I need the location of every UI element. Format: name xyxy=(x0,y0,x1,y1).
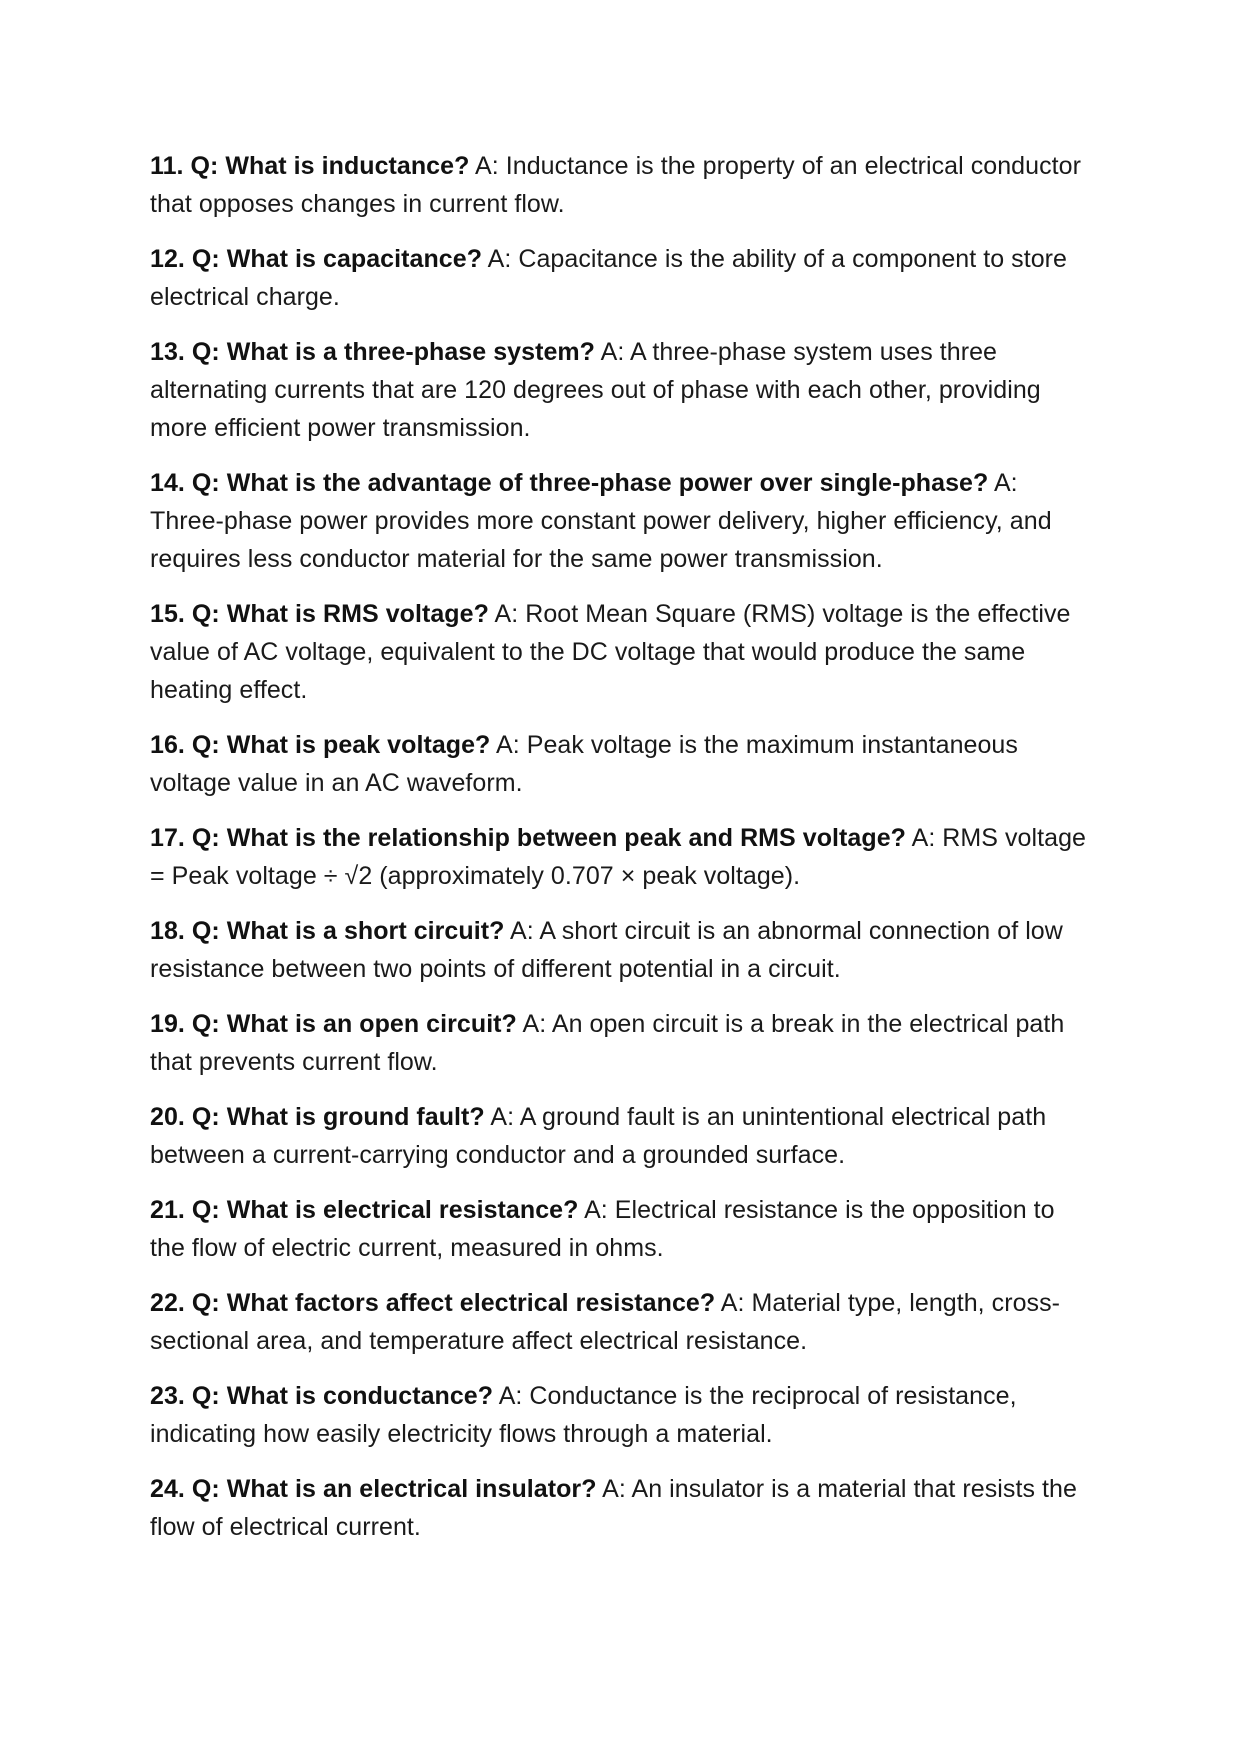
answer-text: A: Root Mean Square (RMS) voltage is the effective value of AC voltage, equivalent to the DC voltage that would produce the same heating effect. xyxy=(150,600,1071,704)
question-text: 15. Q: What is RMS voltage? xyxy=(150,600,489,628)
question-text: 14. Q: What is the advantage of three-phase power over single-phase? xyxy=(150,469,989,497)
qa-item-23 xyxy=(150,1377,1095,1453)
answer-text: A: A three-phase system uses three alternating currents that are 120 degrees out of phase with each other, providing more efficient power transmission. xyxy=(150,338,1041,442)
qa-item-24 xyxy=(150,1470,1095,1546)
question-text: 12. Q: What is capacitance? xyxy=(150,245,483,273)
qa-item-17 xyxy=(150,819,1095,895)
question-text: 24. Q: What is an electrical insulator? xyxy=(150,1475,597,1503)
answer-text: A: A ground fault is an unintentional electrical path between a current-carrying conductor and a grounded surface. xyxy=(150,1103,1047,1169)
question-text: 18. Q: What is a short circuit? xyxy=(150,917,505,945)
question-text: 21. Q: What is electrical resistance? xyxy=(150,1196,579,1224)
qa-item-15 xyxy=(150,595,1095,709)
question-text: 13. Q: What is a three-phase system? xyxy=(150,338,596,366)
answer-text: A: RMS voltage = Peak voltage ÷ √2 (approximately 0.707 × peak voltage). xyxy=(150,824,1086,890)
answer-text: A: Three-phase power provides more constant power delivery, higher efficiency, and requires less conductor material for the same power transmission. xyxy=(150,469,1052,573)
answer-text: A: Inductance is the property of an electrical conductor that opposes changes in current flow. xyxy=(150,152,1081,218)
document-page xyxy=(150,147,1095,1563)
answer-text: A: An insulator is a material that resists the flow of electrical current. xyxy=(150,1475,1077,1541)
question-text: 11. Q: What is inductance? xyxy=(150,152,470,180)
answer-text: A: Peak voltage is the maximum instantaneous voltage value in an AC waveform. xyxy=(150,731,1018,797)
qa-item-16 xyxy=(150,726,1095,802)
qa-item-21 xyxy=(150,1191,1095,1267)
qa-item-22 xyxy=(150,1284,1095,1360)
qa-item-11 xyxy=(150,147,1095,223)
answer-text: A: Capacitance is the ability of a component to store electrical charge. xyxy=(150,245,1067,311)
qa-item-20 xyxy=(150,1098,1095,1174)
answer-text: A: A short circuit is an abnormal connection of low resistance between two points of different potential in a circuit. xyxy=(150,917,1063,983)
qa-item-13 xyxy=(150,333,1095,447)
qa-item-14 xyxy=(150,464,1095,578)
question-text: 16. Q: What is peak voltage? xyxy=(150,731,491,759)
answer-text: A: Electrical resistance is the opposition to the flow of electric current, measured in ohms. xyxy=(150,1196,1055,1262)
question-text: 20. Q: What is ground fault? xyxy=(150,1103,485,1131)
answer-text: A: Material type, length, cross-sectional area, and temperature affect electrical resistance. xyxy=(150,1289,1061,1355)
question-text: 17. Q: What is the relationship between peak and RMS voltage? xyxy=(150,824,906,852)
qa-item-19 xyxy=(150,1005,1095,1081)
answer-text: A: An open circuit is a break in the electrical path that prevents current flow. xyxy=(150,1010,1065,1076)
qa-item-12 xyxy=(150,240,1095,316)
question-text: 19. Q: What is an open circuit? xyxy=(150,1010,517,1038)
answer-text: A: Conductance is the reciprocal of resistance, indicating how easily electricity flows through a material. xyxy=(150,1382,1017,1448)
question-text: 22. Q: What factors affect electrical resistance? xyxy=(150,1289,716,1317)
question-text: 23. Q: What is conductance? xyxy=(150,1382,494,1410)
qa-item-18 xyxy=(150,912,1095,988)
